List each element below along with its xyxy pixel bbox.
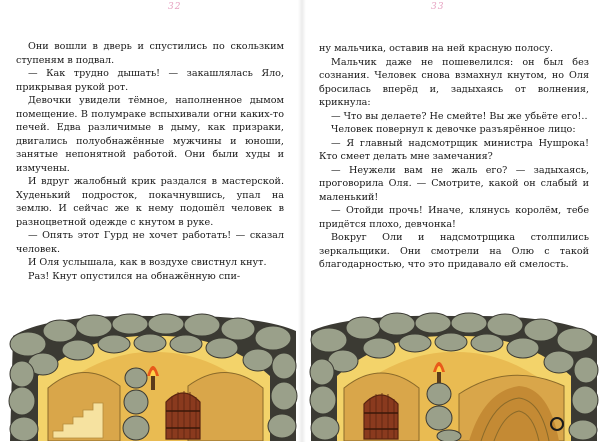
left-page bbox=[8, 0, 295, 442]
paragraph: — Неужели вам не жаль его? — задыхаясь, проговорила Оля. — Смотрите, какой он слабый и маленький! bbox=[319, 164, 589, 203]
paragraph: — Что вы делаете? Не смейте! Вы же убьёте его!.. bbox=[331, 110, 588, 122]
dungeon-illustration-right bbox=[309, 306, 599, 441]
paragraph: Раз! Кнут опустился на обнажённую спи- bbox=[28, 270, 241, 282]
right-page bbox=[309, 0, 596, 442]
page-number-right: 33 bbox=[431, 2, 445, 12]
paragraph: И Оля услышала, как в воздухе свистнул кнут. bbox=[28, 257, 267, 268]
paragraph: И вдруг жалобный крик раздался в мастерской. Худенький подросток, покачнувшись, упал на землю. И сейчас же к нему подошёл человек в разноцветной одежде с кнутом в руке. bbox=[16, 176, 284, 228]
paragraph-continued: ну мальчика, оставив на ней красную полосу. bbox=[319, 43, 554, 54]
paragraph: Мальчик даже не пошевелился: он был без сознания. Человек снова взмахнул кнутом, но Оля бросилась вперёд и, задыхаясь от волнения, крикнула: bbox=[319, 56, 589, 108]
paragraph: Девочки увидели тёмное, наполненное дымом помещение. В полумраке вспыхивали огни каких-то печей. Едва различимые в дыму, как призраки, двигались полуобнажённые мужчины и юноши, занятые непонятной работой. Они были худы и измучены. bbox=[16, 95, 284, 174]
paragraph: — Я главный надсмотрщик министра Нушрока! Кто смеет делать мне замечания? bbox=[319, 137, 589, 162]
paragraph: — Как трудно дышать! — закашлялась Яло, прикрывая рукой рот. bbox=[16, 68, 284, 93]
dungeon-illustration-left bbox=[8, 306, 298, 441]
page-number-left: 32 bbox=[168, 2, 182, 12]
left-page-text bbox=[16, 40, 284, 283]
paragraph: Они вошли в дверь и спустились по скользким ступеням в подвал. bbox=[16, 41, 284, 66]
right-page-text bbox=[319, 42, 589, 272]
paragraph: Вокруг Оли и надсмотрщика столпились зеркальщики. Они смотрели на Олю с такой благодарностью, что это придавало ей смелость. bbox=[319, 232, 589, 270]
paragraph: — Опять этот Гурд не хочет работать! — сказал человек. bbox=[16, 230, 284, 255]
paragraph: — Отойди прочь! Иначе, клянусь королём, тебе придётся плохо, девчонка! bbox=[319, 205, 589, 230]
paragraph: Человек повернул к девочке разъярённое лицо: bbox=[331, 124, 576, 135]
book-gutter bbox=[298, 0, 306, 442]
